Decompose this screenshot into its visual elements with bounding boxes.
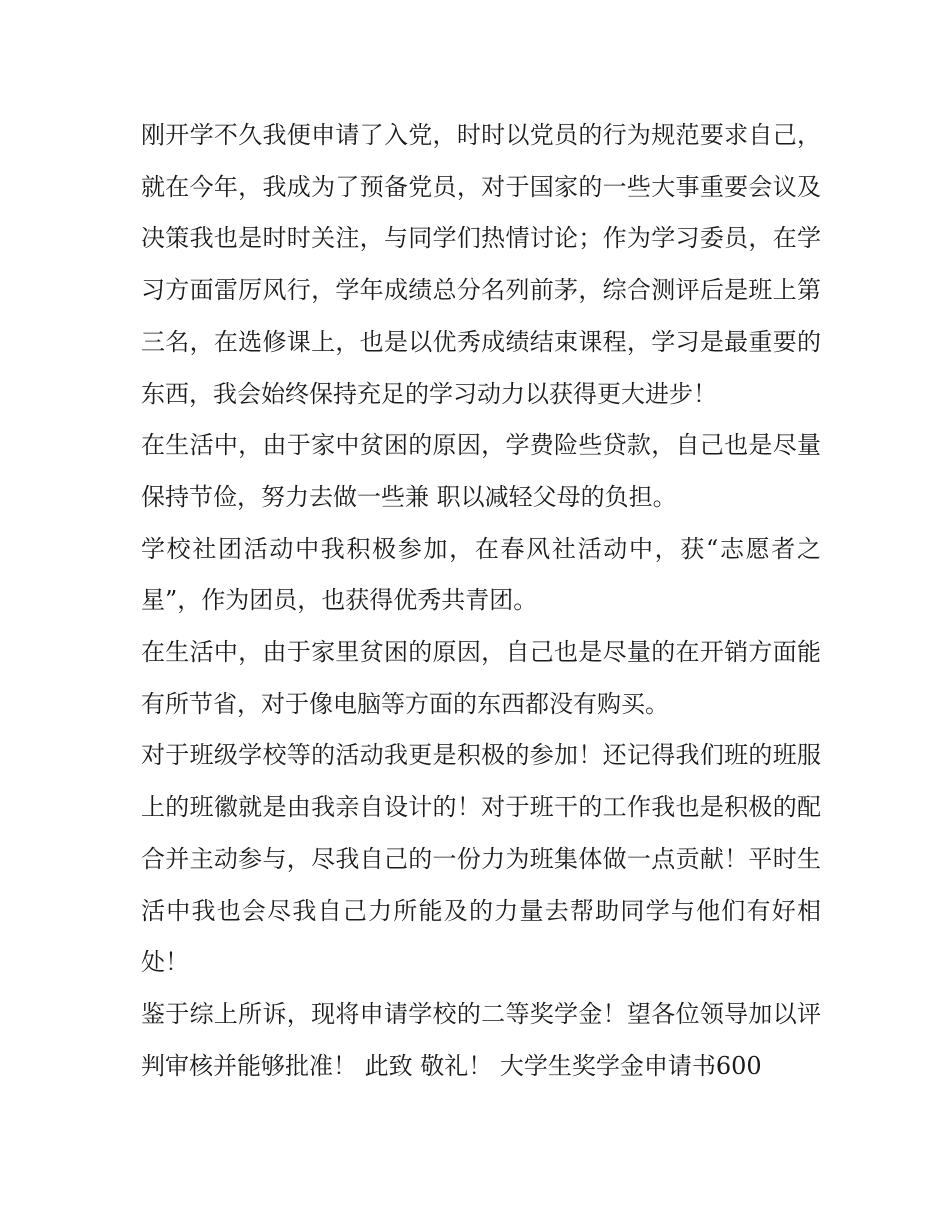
paragraph-club-activities: 学校社团活动中我积极参加，在春风社活动中，获“志愿者之星”，作为团员，也获得优秀共青团。: [141, 534, 821, 615]
paragraph-frugal-living: 在生活中，由于家里贫困的原因，自己也是尽量的在开销方面能有所节省，对于像电脑等方面的东西都没有购买。: [141, 638, 821, 718]
paragraph-conclusion: 鉴于综上所诉，现将申请学校的二等奖学金！望各位领导加以评判审核并能够批准！ 此致 敬礼！ 大学生奖学金申请书600: [141, 999, 821, 1080]
paragraph-party-and-study: 刚开学不久我便申请了入党，时时以党员的行为规范要求自己，就在今年，我成为了预备党员，对于国家的一些大事重要会议及决策我也是时时关注，与同学们热情讨论；作为学习委员，在学习方面雷厉风行，学年成绩总分名列前茅，综合测评后是班上第三名，在选修课上，也是以优秀成绩结束课程，学习是最重要的东西，我会始终保持充足的学习动力以获得更大进步！: [141, 121, 821, 408]
document-body: [141, 110, 821, 1092]
paragraph-family-hardship: 在生活中，由于家中贫困的原因，学费险些贷款，自己也是尽量保持节俭，努力去做一些兼 职以减轻父母的负担。: [141, 431, 821, 511]
paragraph-class-activities: 对于班级学校等的活动我更是积极的参加！还记得我们班的班服上的班徽就是由我亲自设计的！对于班干的工作我也是积极的配合并主动参与，尽我自己的一份力为班集体做一点贡献！平时生活中我也会尽我自己力所能及的力量去帮助同学与他们有好相处！: [141, 741, 821, 977]
